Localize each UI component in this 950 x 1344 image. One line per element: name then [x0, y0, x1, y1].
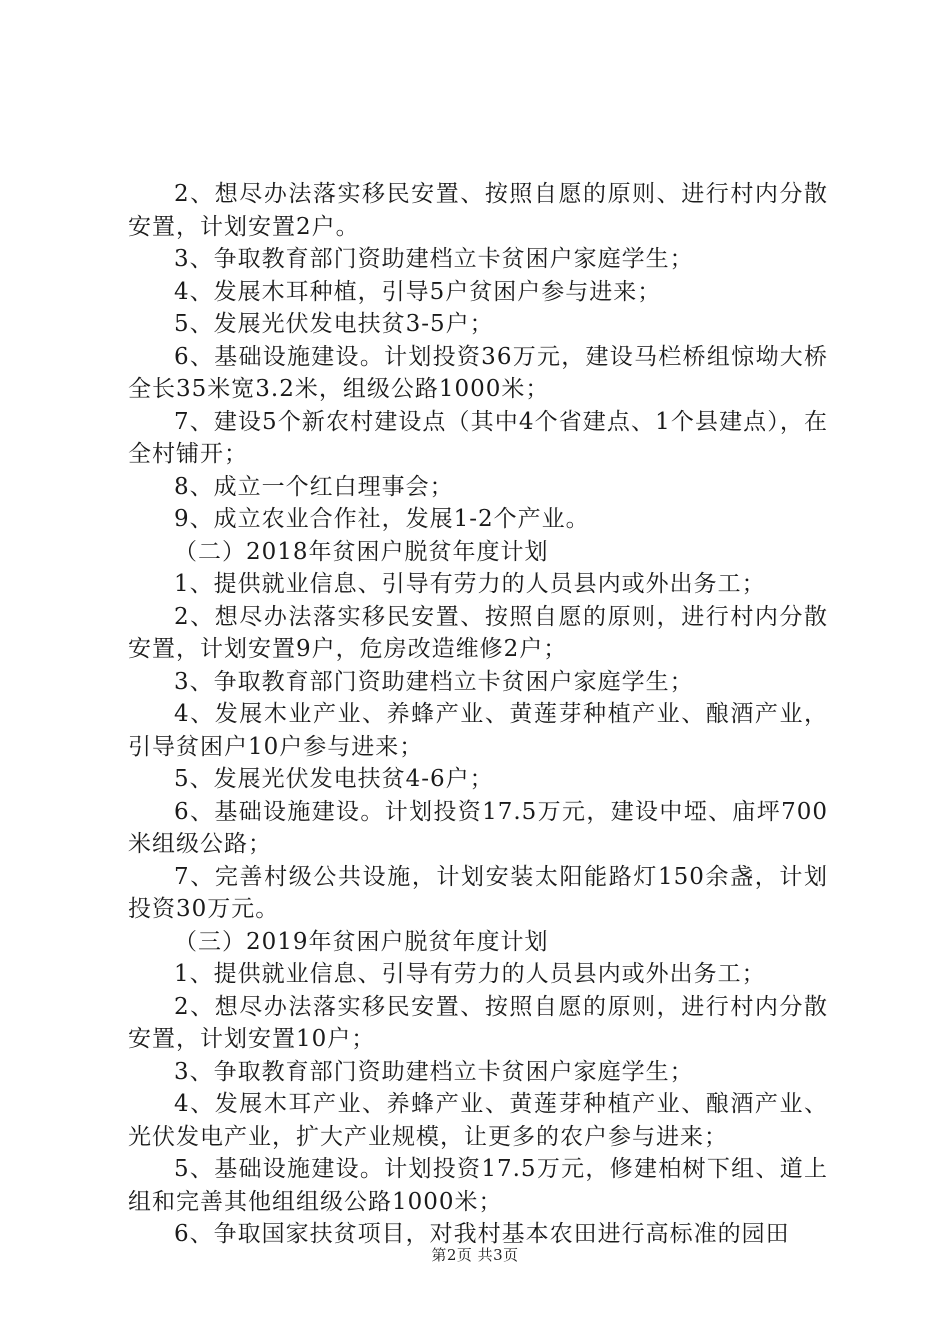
document-body [128, 178, 828, 1251]
paragraph-2019-item-4: 4、发展木耳产业、养蜂产业、黄莲芽种植产业、酿酒产业、光伏发电产业，扩大产业规模，让更多的农户参与进来； [128, 1091, 828, 1150]
paragraph-2018-item-7: 7、完善村级公共设施，计划安装太阳能路灯150余盏，计划投资30万元。 [128, 863, 828, 922]
paragraph-item-4: 4、发展木耳种植，引导5户贫困户参与进来； [174, 278, 662, 305]
paragraph-item-3: 3、争取教育部门资助建档立卡贫困户家庭学生； [174, 246, 694, 272]
paragraph-2018-item-5: 5、发展光伏发电扶贫4-6户； [174, 766, 494, 792]
paragraph-2018-item-3: 3、争取教育部门资助建档立卡贫困户家庭学生； [174, 668, 694, 695]
paragraph-2018-item-6: 6、基础设施建设。计划投资17.5万元，建设中埡、庙坪700米组级公路； [128, 798, 828, 857]
paragraph-2018-item-1: 1、提供就业信息、引导有劳力的人员县内或外出务工； [174, 571, 766, 597]
paragraph-2019-item-5: 5、基础设施建设。计划投资17.5万元，修建柏树下组、道上组和完善其他组组级公路1000米； [128, 1156, 828, 1215]
paragraph-item-8: 8、成立一个红白理事会； [174, 473, 454, 500]
paragraph-2019-item-6: 6、争取国家扶贫项目，对我村基本农田进行高标准的园田 [174, 1221, 790, 1247]
paragraph-2019-item-1: 1、提供就业信息、引导有劳力的人员县内或外出务工； [174, 961, 766, 987]
page-number-footer: 第2页 共3页 [431, 1246, 519, 1264]
section-heading-2018: （二）2018年贫困户脱贫年度计划 [174, 538, 549, 565]
paragraph-item-2: 2、想尽办法落实移民安置、按照自愿的原则、进行村内分散安置，计划安置2户。 [128, 181, 828, 240]
paragraph-item-7: 7、建设5个新农村建设点（其中4个省建点、1个县建点），在全村铺开； [128, 408, 828, 467]
section-heading-2019: （三）2019年贫困户脱贫年度计划 [174, 928, 549, 955]
paragraph-item-6: 6、基础设施建设。计划投资36万元，建设马栏桥组惊坳大桥全长35米宽3.2米，组级公路1000米； [128, 343, 828, 402]
paragraph-item-5: 5、发展光伏发电扶贫3-5户； [174, 311, 494, 337]
paragraph-2018-item-2: 2、想尽办法落实移民安置、按照自愿的原则，进行村内分散安置，计划安置9户，危房改造维修2户； [128, 603, 828, 662]
paragraph-2018-item-4: 4、发展木业产业、养蜂产业、黄莲芽种植产业、酿酒产业，引导贫困户10户参与进来； [128, 701, 828, 760]
paragraph-2019-item-2: 2、想尽办法落实移民安置、按照自愿的原则，进行村内分散安置，计划安置10户； [128, 993, 828, 1052]
paragraph-2019-item-3: 3、争取教育部门资助建档立卡贫困户家庭学生； [174, 1058, 694, 1085]
paragraph-item-9: 9、成立农业合作社，发展1-2个产业。 [174, 506, 590, 532]
